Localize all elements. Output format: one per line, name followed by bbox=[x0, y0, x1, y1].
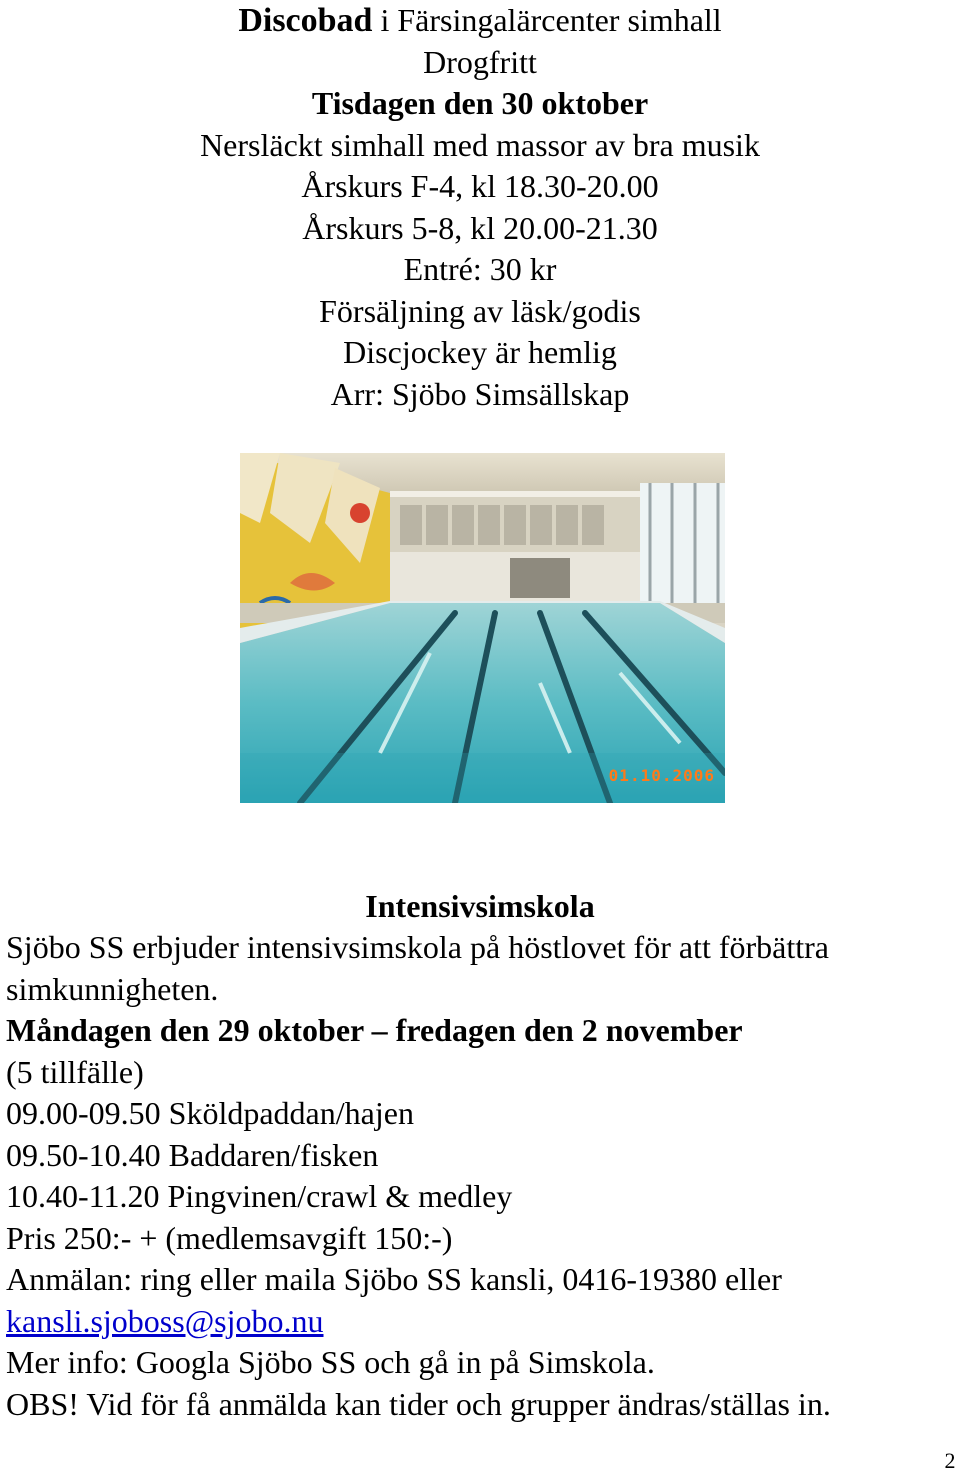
event-dj: Discjockey är hemlig bbox=[343, 334, 617, 370]
course-title: Intensivsimskola bbox=[365, 888, 595, 924]
event-group-2: Årskurs 5-8, kl 20.00-21.30 bbox=[302, 209, 658, 246]
course-note: OBS! Vid för få anmälda kan tider och grupper ändras/ställas in. bbox=[6, 1385, 831, 1422]
photo-timestamp: 01.10.2006 bbox=[608, 766, 715, 785]
course-slot-2: 09.50-10.40 Baddaren/fisken bbox=[6, 1136, 379, 1173]
pool-illustration bbox=[240, 453, 725, 803]
course-email-line bbox=[6, 1301, 324, 1343]
course-price: Pris 250:- + (medlemsavgift 150:-) bbox=[6, 1219, 453, 1256]
course-info: Mer info: Googla Sjöbo SS och gå in på Simskola. bbox=[6, 1344, 655, 1380]
event-group-1: Årskurs F-4, kl 18.30-20.00 bbox=[301, 168, 659, 204]
course-sessions: (5 tillfälle) bbox=[6, 1053, 144, 1090]
course-signup: Anmälan: ring eller maila Sjöbo SS kansli, 0416-19380 eller bbox=[6, 1261, 782, 1297]
event-organizer: Arr: Sjöbo Simsällskap bbox=[330, 375, 630, 412]
event-drug-free: Drogfritt bbox=[423, 43, 537, 80]
course-intro-2: simkunnigheten. bbox=[6, 970, 219, 1007]
page-number: 2 bbox=[944, 1448, 956, 1473]
intensive-swim-school bbox=[0, 885, 960, 1422]
event-announcement bbox=[0, 0, 960, 415]
course-slot-3: 10.40-11.20 Pingvinen/crawl & medley bbox=[6, 1178, 513, 1214]
event-title bbox=[0, 0, 960, 42]
email-link[interactable]: kansli.sjoboss@sjobo.nu bbox=[6, 1302, 324, 1339]
event-title-bold: Discobad bbox=[238, 2, 373, 39]
course-intro-1: Sjöbo SS erbjuder intensivsimskola på höstlovet för att förbättra bbox=[6, 929, 829, 965]
course-slot-1: 09.00-09.50 Sköldpaddan/hajen bbox=[6, 1095, 414, 1131]
swimming-pool-photo bbox=[240, 453, 725, 803]
event-description: Nersläckt simhall med massor av bra musik bbox=[200, 126, 760, 163]
event-sales: Försäljning av läsk/godis bbox=[319, 292, 641, 329]
course-dates: Måndagen den 29 oktober – fredagen den 2 november bbox=[6, 1012, 743, 1048]
event-date: Tisdagen den 30 oktober bbox=[311, 85, 649, 121]
event-entry: Entré: 30 kr bbox=[403, 251, 557, 287]
event-title-rest: i Färsingalärcenter simhall bbox=[372, 2, 722, 38]
